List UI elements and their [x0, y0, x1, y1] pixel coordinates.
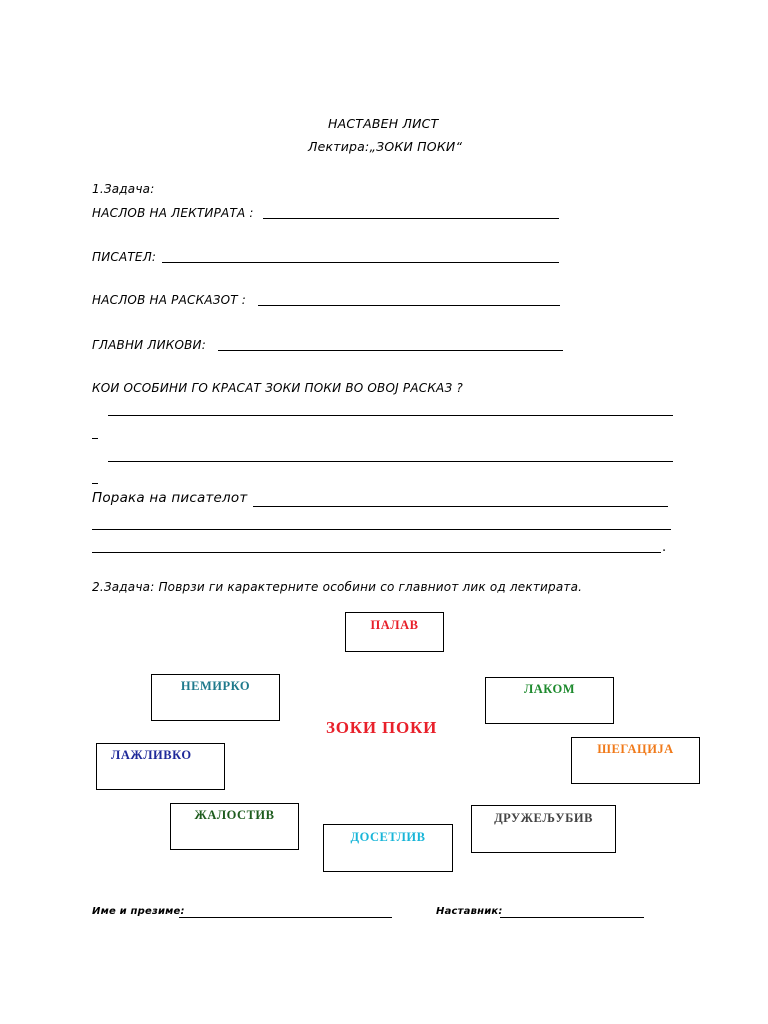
field-label-story: НАСЛОВ НА РАСКАЗОТ :	[92, 293, 247, 307]
line-continuation-2	[92, 483, 98, 484]
main-character-label: ЗОКИ ПОКИ	[326, 718, 438, 737]
answer-line-story[interactable]	[258, 305, 560, 306]
teacher-label: Наставник:	[436, 906, 503, 917]
task2-heading: 2.Задача: Поврзи ги карактерните особини со главниот лик од лектирата.	[92, 580, 583, 594]
trait-box-lazhlivko[interactable]	[96, 743, 225, 790]
message-period: .	[662, 540, 667, 555]
field-label-writer: ПИСАТЕЛ:	[92, 250, 157, 264]
page-title: НАСТАВЕН ЛИСТ	[328, 116, 439, 131]
trait-label-dosetliv: ДОСЕТЛИВ	[350, 830, 426, 844]
trait-box-palav[interactable]	[345, 612, 444, 652]
trait-label-nemirko: НЕМИРКО	[180, 679, 251, 693]
answer-line-title[interactable]	[263, 218, 559, 219]
trait-box-druzheljubiv[interactable]	[471, 805, 616, 853]
message-label: Порака на писателот	[92, 490, 248, 506]
line-continuation-1	[92, 438, 98, 439]
task1-heading: 1.Задача:	[92, 182, 155, 196]
field-label-characters: ГЛАВНИ ЛИКОВИ:	[92, 338, 206, 352]
trait-label-zhalostiv: ЖАЛОСТИВ	[194, 808, 275, 822]
answer-line-traits-2[interactable]	[108, 461, 673, 462]
page-subtitle: Лектира:„ЗОКИ ПОКИ“	[308, 139, 463, 154]
trait-label-lakom: ЛАКОМ	[523, 682, 576, 696]
answer-line-characters[interactable]	[218, 350, 563, 351]
answer-line-message-1[interactable]	[253, 506, 668, 507]
trait-box-nemirko[interactable]	[151, 674, 280, 721]
field-label-title: НАСЛОВ НА ЛЕКТИРАТА :	[92, 206, 254, 220]
trait-label-lazhlivko: ЛАЖЛИВКО	[111, 748, 192, 762]
answer-line-message-3[interactable]	[92, 552, 661, 553]
trait-label-druzheljubiv: ДРУЖЕЉУБИВ	[494, 811, 593, 825]
name-label: Име и презиме:	[92, 906, 185, 917]
traits-question: КОИ ОСОБИНИ ГО КРАСАТ ЗОКИ ПОКИ ВО ОВОЈ РАСКАЗ ?	[92, 381, 463, 395]
answer-line-teacher[interactable]	[500, 917, 644, 918]
trait-label-shegacija: ШЕГАЦИЈА	[597, 742, 674, 756]
trait-box-shegacija[interactable]	[571, 737, 700, 784]
trait-label-palav: ПАЛАВ	[370, 618, 419, 632]
answer-line-message-2[interactable]	[92, 529, 671, 530]
answer-line-name[interactable]	[179, 917, 392, 918]
answer-line-writer[interactable]	[162, 262, 559, 263]
trait-box-dosetliv[interactable]	[323, 824, 453, 872]
trait-box-zhalostiv[interactable]	[170, 803, 299, 850]
trait-box-lakom[interactable]	[485, 677, 614, 724]
answer-line-traits-1[interactable]	[108, 415, 673, 416]
